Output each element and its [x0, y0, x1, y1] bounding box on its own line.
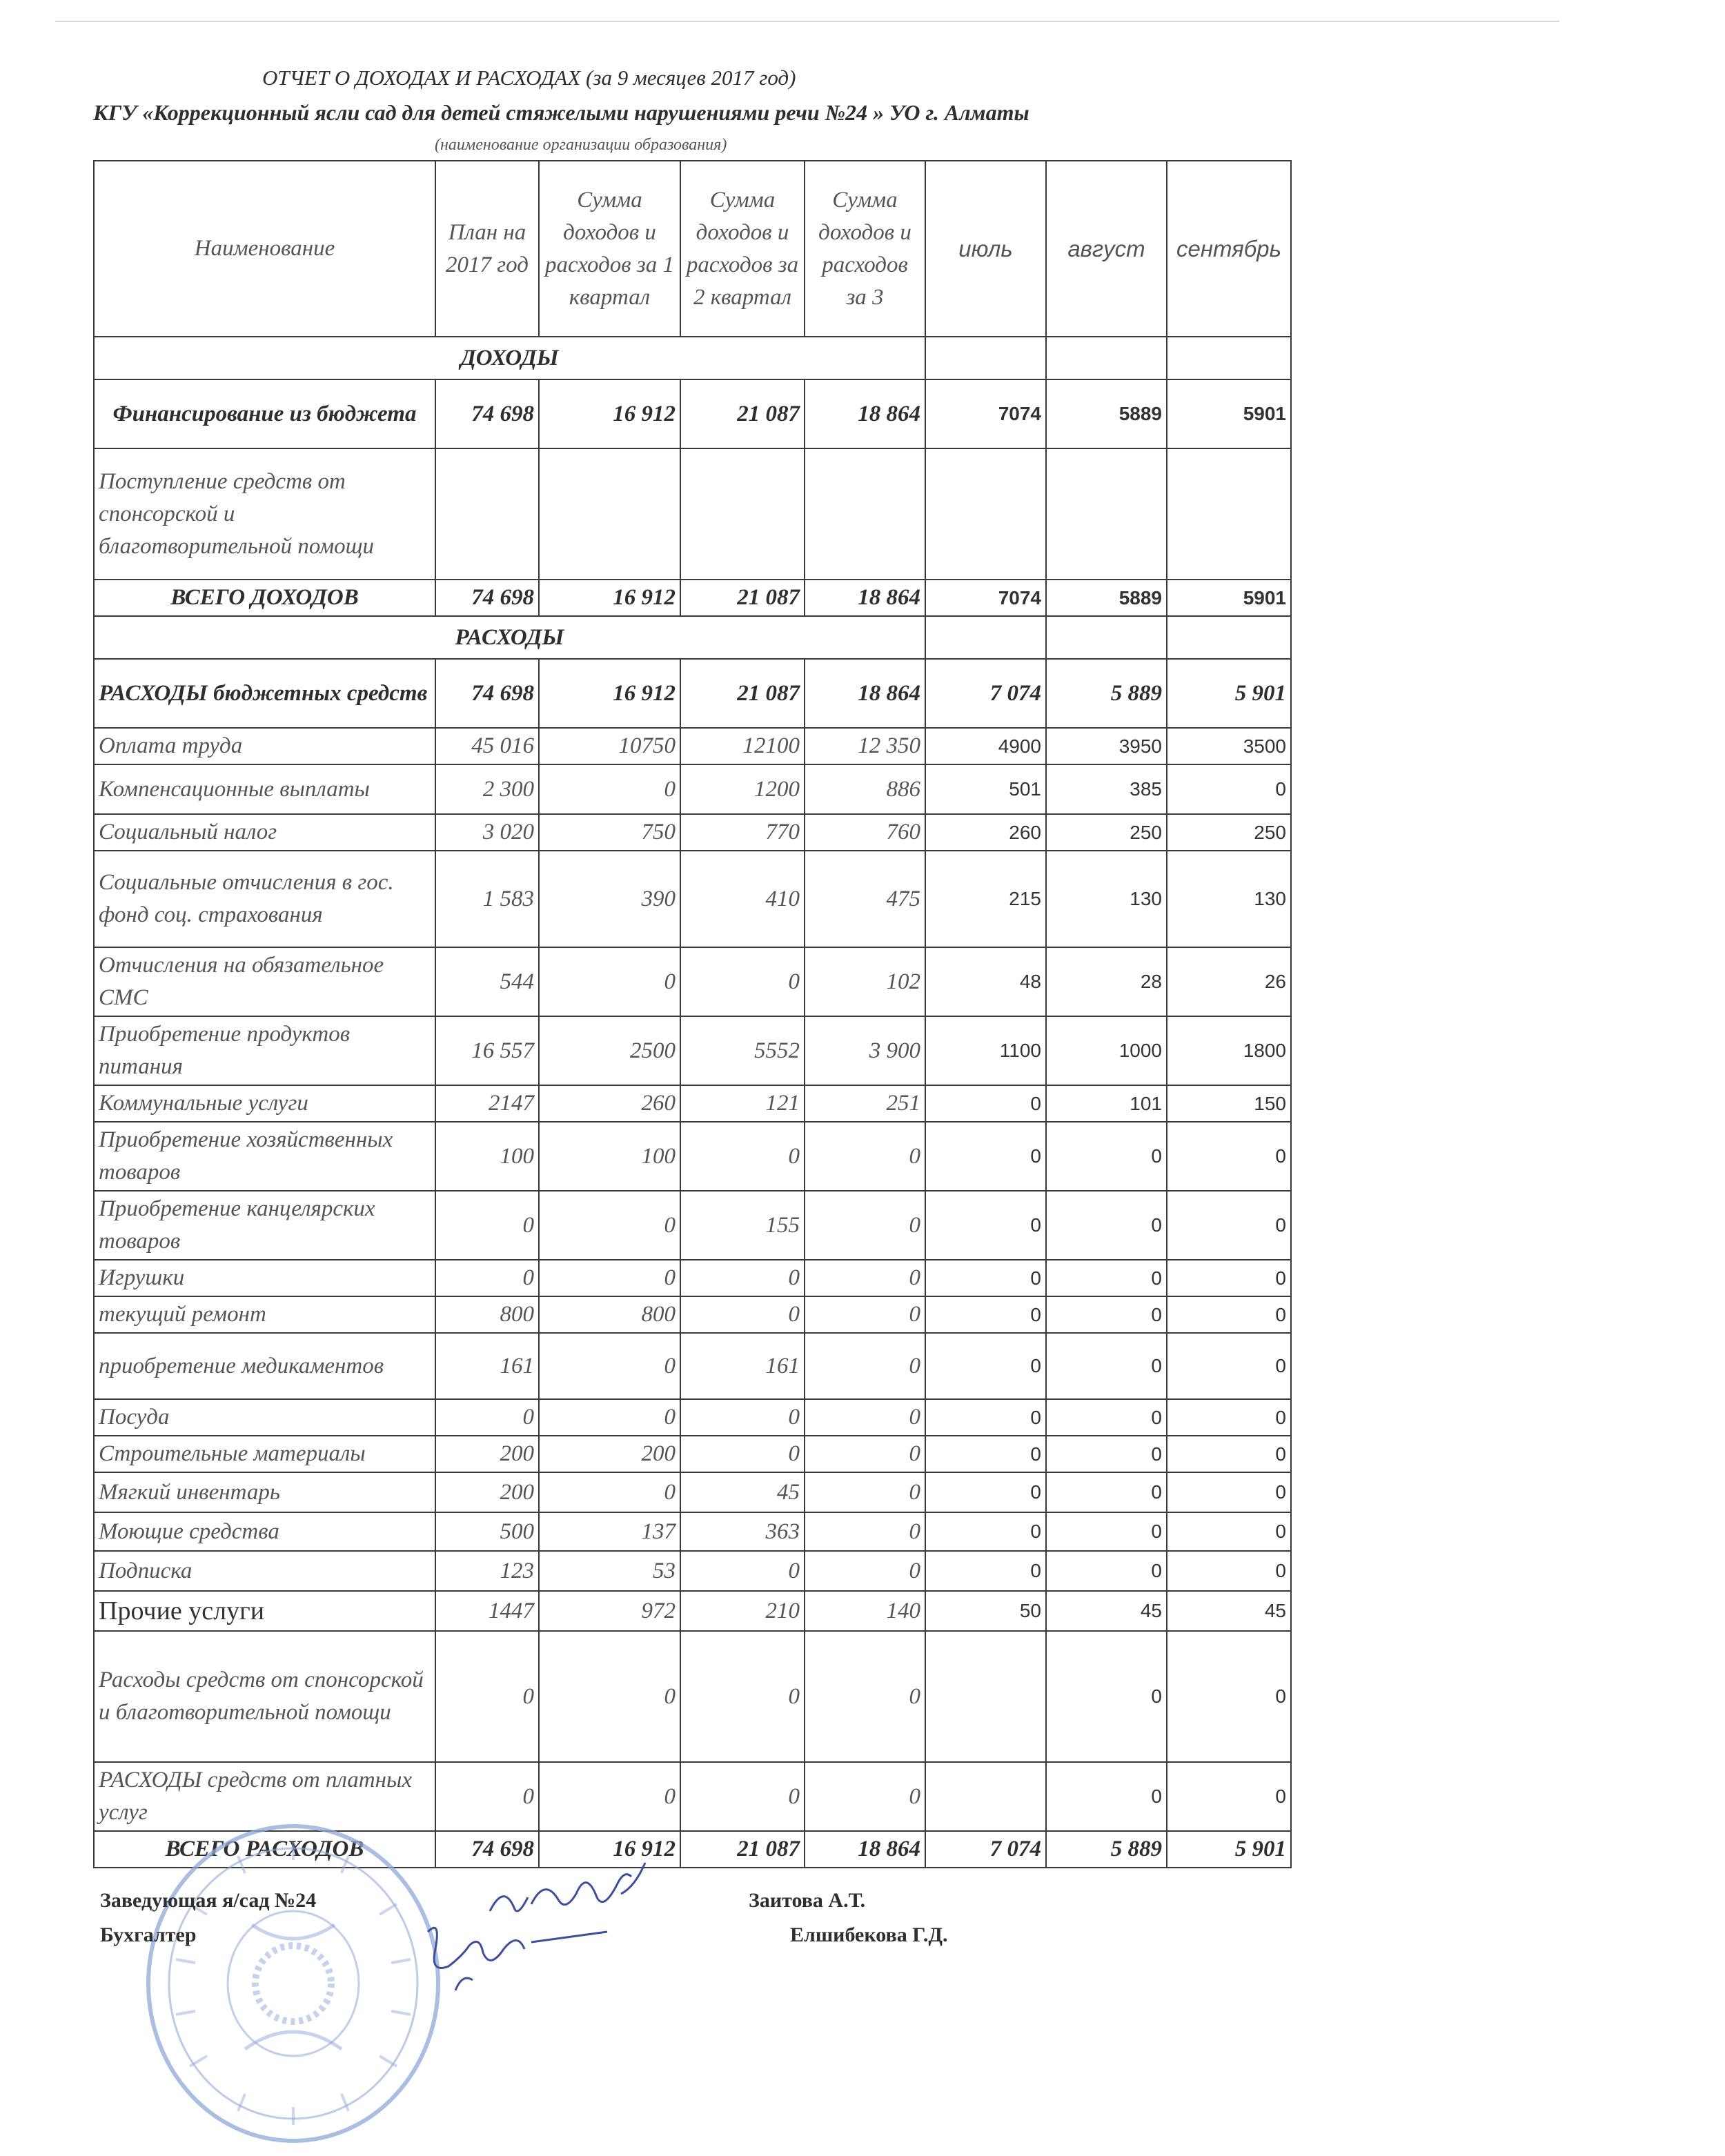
column-header: Сумма доходов и расходов за 1 квартал	[539, 161, 680, 337]
table-row	[94, 1016, 1291, 1085]
cell-q2: 0	[680, 1631, 805, 1762]
cell-q2: 12100	[680, 728, 805, 764]
cell-q1: 0	[539, 764, 680, 814]
cell-jul: 50	[925, 1591, 1046, 1631]
income-expense-table	[93, 160, 1292, 1868]
row-label: Приобретение продуктов питания	[94, 1016, 435, 1085]
row-label: РАСХОДЫ бюджетных средств	[94, 659, 435, 728]
cell-aug: 1000	[1046, 1016, 1167, 1085]
cell-q3: 886	[805, 764, 925, 814]
cell-jul	[925, 448, 1046, 580]
row-label: Финансирование из бюджета	[94, 379, 435, 448]
row-label: Прочие услуги	[94, 1591, 435, 1631]
table-row	[94, 659, 1291, 728]
table-row	[94, 1399, 1291, 1436]
cell-jul: 0	[925, 1512, 1046, 1551]
cell-sep: 0	[1167, 1191, 1291, 1260]
cell-q2: 210	[680, 1591, 805, 1631]
organization-caption: (наименование организации образования)	[435, 136, 727, 154]
row-label: ВСЕГО РАСХОДОВ	[94, 1831, 435, 1868]
accountant-name: Елшибекова Г.Д.	[790, 1923, 948, 1946]
table-row	[94, 947, 1291, 1016]
cell-jul: 4900	[925, 728, 1046, 764]
row-label: Мягкий инвентарь	[94, 1472, 435, 1512]
cell-q2: 161	[680, 1333, 805, 1399]
cell-q1: 2500	[539, 1016, 680, 1085]
cell-aug: 45	[1046, 1591, 1167, 1631]
row-label: Расходы средств от спонсорской и благотворительной помощи	[94, 1631, 435, 1762]
cell-jul: 0	[925, 1436, 1046, 1472]
cell-plan: 0	[435, 1762, 539, 1831]
cell-q1: 390	[539, 851, 680, 947]
cell-q3: 140	[805, 1591, 925, 1631]
column-header: июль	[925, 161, 1046, 337]
row-label: Игрушки	[94, 1260, 435, 1296]
table-row	[94, 764, 1291, 814]
row-label: Социальные отчисления в гос. фонд соц. страхования	[94, 851, 435, 947]
cell-q1: 0	[539, 1399, 680, 1436]
cell-q3: 0	[805, 1631, 925, 1762]
cell-q1: 0	[539, 1191, 680, 1260]
report-title: ОТЧЕТ О ДОХОДАХ И РАСХОДАХ (за 9 месяцев 2017 год)	[262, 66, 796, 90]
cell-q1: 10750	[539, 728, 680, 764]
table-row	[94, 1191, 1291, 1260]
cell-q2: 21 087	[680, 659, 805, 728]
cell-q3: 251	[805, 1085, 925, 1122]
cell-aug: 5 889	[1046, 659, 1167, 728]
cell-jul: 0	[925, 1296, 1046, 1333]
cell-sep: 250	[1167, 814, 1291, 851]
cell-jul: 215	[925, 851, 1046, 947]
cell-sep: 150	[1167, 1085, 1291, 1122]
table-row	[94, 1551, 1291, 1591]
income-section-row	[94, 337, 1291, 379]
cell-sep: 45	[1167, 1591, 1291, 1631]
cell-jul: 501	[925, 764, 1046, 814]
row-label: Приобретение канцелярских товаров	[94, 1191, 435, 1260]
head-name: Заитова А.Т.	[749, 1889, 866, 1912]
cell-jul: 7 074	[925, 1831, 1046, 1868]
row-label: Посуда	[94, 1399, 435, 1436]
cell-aug: 130	[1046, 851, 1167, 947]
cell-aug: 0	[1046, 1762, 1167, 1831]
cell-jul: 7074	[925, 580, 1046, 616]
cell-q3: 475	[805, 851, 925, 947]
column-header: сентябрь	[1167, 161, 1291, 337]
cell-q2: 1200	[680, 764, 805, 814]
cell-q1: 260	[539, 1085, 680, 1122]
cell-q1: 972	[539, 1591, 680, 1631]
cell-q1: 16 912	[539, 659, 680, 728]
column-header: Наименование	[94, 161, 435, 337]
cell-sep: 0	[1167, 764, 1291, 814]
empty-cell	[1167, 616, 1291, 659]
column-header: Сумма доходов и расходов за 3	[805, 161, 925, 337]
cell-sep: 130	[1167, 851, 1291, 947]
cell-q1: 16 912	[539, 379, 680, 448]
cell-q3: 102	[805, 947, 925, 1016]
row-label: Социальный налог	[94, 814, 435, 851]
cell-q2: 0	[680, 1122, 805, 1191]
cell-q3: 0	[805, 1399, 925, 1436]
cell-jul: 0	[925, 1472, 1046, 1512]
empty-cell	[925, 337, 1046, 379]
cell-aug: 0	[1046, 1472, 1167, 1512]
official-stamp	[141, 1821, 445, 2146]
table-row	[94, 1122, 1291, 1191]
table-header-row	[94, 161, 1291, 337]
scan-edge-line	[55, 21, 1559, 22]
cell-q1	[539, 448, 680, 580]
cell-plan: 100	[435, 1122, 539, 1191]
cell-plan: 0	[435, 1191, 539, 1260]
cell-q3: 0	[805, 1191, 925, 1260]
cell-q2: 45	[680, 1472, 805, 1512]
cell-plan: 200	[435, 1436, 539, 1472]
cell-q2: 410	[680, 851, 805, 947]
cell-aug: 0	[1046, 1399, 1167, 1436]
table-row	[94, 448, 1291, 580]
cell-plan: 544	[435, 947, 539, 1016]
table-row	[94, 814, 1291, 851]
accountant-signature	[414, 1911, 621, 1994]
cell-aug: 5889	[1046, 580, 1167, 616]
cell-q2: 0	[680, 1551, 805, 1591]
row-label: Оплата труда	[94, 728, 435, 764]
cell-q3: 18 864	[805, 580, 925, 616]
cell-plan: 74 698	[435, 580, 539, 616]
cell-q2: 0	[680, 1762, 805, 1831]
cell-plan: 800	[435, 1296, 539, 1333]
cell-aug: 0	[1046, 1191, 1167, 1260]
cell-q3: 0	[805, 1260, 925, 1296]
table-row	[94, 1512, 1291, 1551]
cell-q3: 0	[805, 1122, 925, 1191]
table-row	[94, 1436, 1291, 1472]
cell-jul: 0	[925, 1085, 1046, 1122]
head-role: Заведующая я/сад №24	[100, 1889, 317, 1912]
cell-plan: 200	[435, 1472, 539, 1512]
row-label: Компенсационные выплаты	[94, 764, 435, 814]
cell-plan: 3 020	[435, 814, 539, 851]
empty-cell	[1046, 616, 1167, 659]
cell-aug: 0	[1046, 1260, 1167, 1296]
cell-jul: 0	[925, 1260, 1046, 1296]
cell-q3: 18 864	[805, 1831, 925, 1868]
cell-q2: 0	[680, 947, 805, 1016]
cell-sep: 0	[1167, 1260, 1291, 1296]
cell-q1: 0	[539, 1631, 680, 1762]
cell-q2: 0	[680, 1399, 805, 1436]
cell-q2: 0	[680, 1260, 805, 1296]
cell-sep: 5 901	[1167, 1831, 1291, 1868]
cell-q1: 100	[539, 1122, 680, 1191]
table-row	[94, 1472, 1291, 1512]
row-label: приобретение медикаментов	[94, 1333, 435, 1399]
cell-sep: 0	[1167, 1296, 1291, 1333]
table-row	[94, 728, 1291, 764]
cell-q1: 0	[539, 947, 680, 1016]
cell-sep: 1800	[1167, 1016, 1291, 1085]
cell-q3: 760	[805, 814, 925, 851]
cell-sep: 26	[1167, 947, 1291, 1016]
cell-sep: 5 901	[1167, 659, 1291, 728]
cell-q1: 0	[539, 1333, 680, 1399]
cell-sep: 0	[1167, 1333, 1291, 1399]
column-header: Сумма доходов и расходов за 2 квартал	[680, 161, 805, 337]
column-header: План на 2017 год	[435, 161, 539, 337]
table-row	[94, 1333, 1291, 1399]
cell-plan: 1447	[435, 1591, 539, 1631]
cell-aug: 28	[1046, 947, 1167, 1016]
cell-sep: 0	[1167, 1122, 1291, 1191]
cell-jul: 7 074	[925, 659, 1046, 728]
row-label: текущий ремонт	[94, 1296, 435, 1333]
cell-q1: 0	[539, 1762, 680, 1831]
cell-plan: 45 016	[435, 728, 539, 764]
cell-plan: 16 557	[435, 1016, 539, 1085]
cell-aug: 0	[1046, 1551, 1167, 1591]
cell-jul	[925, 1762, 1046, 1831]
cell-q3: 0	[805, 1551, 925, 1591]
cell-aug: 250	[1046, 814, 1167, 851]
table-row	[94, 1762, 1291, 1831]
cell-q2: 0	[680, 1296, 805, 1333]
cell-aug: 0	[1046, 1296, 1167, 1333]
accountant-role: Бухгалтер	[100, 1923, 197, 1946]
cell-plan: 2 300	[435, 764, 539, 814]
organization-name: КГУ «Коррекционный ясли сад для детей стяжелыми нарушениями речи №24 » УО г. Алматы	[93, 100, 1029, 125]
cell-q3: 0	[805, 1436, 925, 1472]
cell-aug: 0	[1046, 1631, 1167, 1762]
cell-q3: 12 350	[805, 728, 925, 764]
cell-jul: 0	[925, 1333, 1046, 1399]
row-label: Моющие средства	[94, 1512, 435, 1551]
table-row	[94, 1260, 1291, 1296]
cell-q2	[680, 448, 805, 580]
cell-q2: 21 087	[680, 379, 805, 448]
cell-q2: 21 087	[680, 580, 805, 616]
expense-section-row	[94, 616, 1291, 659]
cell-sep	[1167, 448, 1291, 580]
cell-q3	[805, 448, 925, 580]
cell-q1: 0	[539, 1260, 680, 1296]
table-row	[94, 580, 1291, 616]
cell-q1: 750	[539, 814, 680, 851]
empty-cell	[925, 616, 1046, 659]
row-label: Коммунальные услуги	[94, 1085, 435, 1122]
cell-q3: 3 900	[805, 1016, 925, 1085]
cell-aug: 0	[1046, 1333, 1167, 1399]
cell-sep: 0	[1167, 1512, 1291, 1551]
empty-cell	[1046, 337, 1167, 379]
cell-q2: 5552	[680, 1016, 805, 1085]
cell-sep: 0	[1167, 1631, 1291, 1762]
cell-jul: 0	[925, 1122, 1046, 1191]
cell-jul: 1100	[925, 1016, 1046, 1085]
cell-jul: 0	[925, 1551, 1046, 1591]
cell-plan: 74 698	[435, 1831, 539, 1868]
cell-sep: 5901	[1167, 379, 1291, 448]
cell-q1: 800	[539, 1296, 680, 1333]
row-label: РАСХОДЫ средств от платных услуг	[94, 1762, 435, 1831]
cell-q1: 16 912	[539, 1831, 680, 1868]
cell-jul: 0	[925, 1399, 1046, 1436]
table-row	[94, 379, 1291, 448]
cell-q2: 770	[680, 814, 805, 851]
table-row	[94, 1631, 1291, 1762]
cell-jul: 260	[925, 814, 1046, 851]
cell-q1: 16 912	[539, 580, 680, 616]
row-label: Поступление средств от спонсорской и благотворительной помощи	[94, 448, 435, 580]
cell-plan: 74 698	[435, 379, 539, 448]
cell-q2: 155	[680, 1191, 805, 1260]
row-label: ВСЕГО ДОХОДОВ	[94, 580, 435, 616]
cell-plan: 0	[435, 1399, 539, 1436]
cell-plan: 0	[435, 1260, 539, 1296]
cell-sep: 3500	[1167, 728, 1291, 764]
cell-jul	[925, 1631, 1046, 1762]
cell-q3: 0	[805, 1512, 925, 1551]
cell-q1: 0	[539, 1472, 680, 1512]
cell-sep: 0	[1167, 1551, 1291, 1591]
section-title: ДОХОДЫ	[94, 337, 925, 379]
cell-sep: 0	[1167, 1762, 1291, 1831]
cell-jul: 0	[925, 1191, 1046, 1260]
cell-plan: 0	[435, 1631, 539, 1762]
cell-q2: 0	[680, 1436, 805, 1472]
cell-q2: 21 087	[680, 1831, 805, 1868]
cell-aug	[1046, 448, 1167, 580]
section-title: РАСХОДЫ	[94, 616, 925, 659]
cell-plan: 123	[435, 1551, 539, 1591]
cell-aug: 0	[1046, 1436, 1167, 1472]
table-row	[94, 1296, 1291, 1333]
cell-aug: 5889	[1046, 379, 1167, 448]
cell-plan: 161	[435, 1333, 539, 1399]
cell-q3: 0	[805, 1762, 925, 1831]
row-label: Подписка	[94, 1551, 435, 1591]
table-row	[94, 1591, 1291, 1631]
cell-q3: 18 864	[805, 379, 925, 448]
cell-jul: 48	[925, 947, 1046, 1016]
cell-sep: 0	[1167, 1399, 1291, 1436]
cell-q2: 363	[680, 1512, 805, 1551]
row-label: Приобретение хозяйственных товаров	[94, 1122, 435, 1191]
cell-aug: 3950	[1046, 728, 1167, 764]
cell-aug: 101	[1046, 1085, 1167, 1122]
row-label: Отчисления на обязательное СМС	[94, 947, 435, 1016]
table-row	[94, 851, 1291, 947]
table-row	[94, 1085, 1291, 1122]
cell-q2: 121	[680, 1085, 805, 1122]
cell-plan: 2147	[435, 1085, 539, 1122]
cell-q1: 53	[539, 1551, 680, 1591]
cell-q1: 200	[539, 1436, 680, 1472]
cell-sep: 5901	[1167, 580, 1291, 616]
cell-q3: 18 864	[805, 659, 925, 728]
row-label: Строительные материалы	[94, 1436, 435, 1472]
cell-q3: 0	[805, 1296, 925, 1333]
cell-aug: 0	[1046, 1122, 1167, 1191]
cell-aug: 0	[1046, 1512, 1167, 1551]
cell-plan: 74 698	[435, 659, 539, 728]
column-header: август	[1046, 161, 1167, 337]
cell-aug: 5 889	[1046, 1831, 1167, 1868]
cell-jul: 7074	[925, 379, 1046, 448]
cell-sep: 0	[1167, 1436, 1291, 1472]
cell-q3: 0	[805, 1333, 925, 1399]
empty-cell	[1167, 337, 1291, 379]
cell-q3: 0	[805, 1472, 925, 1512]
cell-plan: 500	[435, 1512, 539, 1551]
cell-aug: 385	[1046, 764, 1167, 814]
cell-sep: 0	[1167, 1472, 1291, 1512]
cell-q1: 137	[539, 1512, 680, 1551]
cell-plan: 1 583	[435, 851, 539, 947]
cell-plan	[435, 448, 539, 580]
